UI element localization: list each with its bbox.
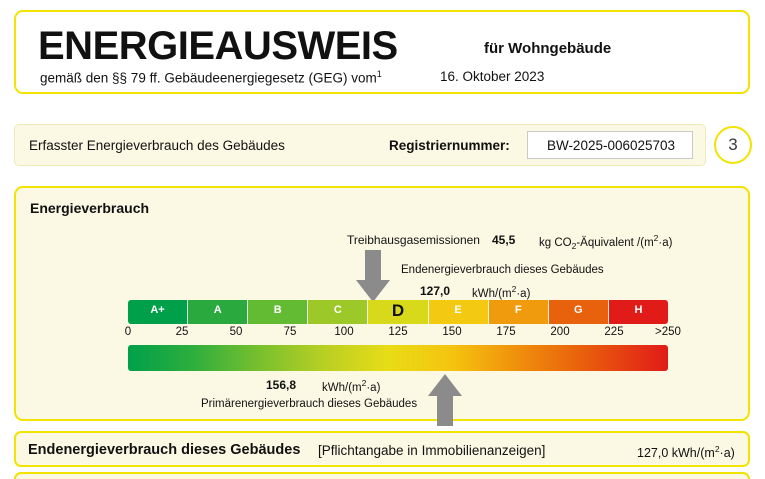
mandatory-disclosure-note: [Pflichtangabe in Immobilienanzeigen] <box>318 443 546 458</box>
end-energy-unit <box>472 284 530 300</box>
energy-class-label: H <box>634 304 643 316</box>
energy-gradient-bar <box>128 345 668 371</box>
scale-tick: 25 <box>175 326 189 338</box>
registration-number-field <box>527 131 693 159</box>
primary-energy-label: Primärenergieverbrauch dieses Gebäudes <box>201 398 418 410</box>
energy-consumption-panel <box>14 186 750 421</box>
energy-class-band <box>128 300 668 324</box>
mandatory-disclosure-unit-sup: 2 <box>714 444 720 454</box>
registration-subject-label: Erfasster Energieverbrauch des Gebäudes <box>29 138 285 153</box>
energy-class-segment-b <box>248 300 308 324</box>
scale-tick: 50 <box>229 326 243 338</box>
energy-class-segment-e <box>429 300 489 324</box>
end-energy-label: Endenergieverbrauch dieses Gebäudes <box>401 264 604 276</box>
energy-class-segment-g <box>549 300 609 324</box>
ghg-unit-sup: 2 <box>653 233 659 243</box>
title-box <box>14 10 750 94</box>
energy-class-label: A <box>213 304 222 316</box>
next-section-strip <box>14 472 750 479</box>
registration-bar <box>14 124 706 166</box>
scale-tick: 225 <box>604 326 624 338</box>
scale-tick: 75 <box>283 326 297 338</box>
primary-energy-unit-tail: ·a) <box>366 381 381 394</box>
scale-tick: 0 <box>124 326 132 338</box>
page-number-badge <box>714 126 752 164</box>
energy-class-segment-h <box>609 300 668 324</box>
page-title: ENERGIEAUSWEIS <box>38 24 398 68</box>
energy-class-label: A+ <box>150 304 165 316</box>
end-energy-pointer-arrow <box>356 250 390 302</box>
scale-tick: >250 <box>655 326 681 338</box>
ghg-unit-suffix: -Äquivalent /(m <box>576 236 654 249</box>
legal-reference-text: gemäß den §§ 79 ff. Gebäudeenergiegesetz (GEG) vom <box>40 70 377 86</box>
ghg-unit-tail: ·a) <box>658 236 673 249</box>
ghg-unit-sub: 2 <box>571 241 577 252</box>
mandatory-disclosure-unit-tail: ·a) <box>719 446 735 461</box>
page-number-value: 3 <box>728 135 738 154</box>
end-energy-unit-prefix: kWh/(m <box>472 287 512 300</box>
primary-energy-unit-prefix: kWh/(m <box>322 381 362 394</box>
title-subtitle: für Wohngebäude <box>484 40 612 57</box>
scale-tick: 200 <box>550 326 570 338</box>
primary-energy-value: 156,8 <box>266 378 297 392</box>
primary-energy-pointer-arrow <box>428 374 462 426</box>
mandatory-disclosure-bar <box>14 431 750 467</box>
panel-heading: Energieverbrauch <box>30 200 150 216</box>
energy-class-label: G <box>574 304 583 316</box>
ghg-label: Treibhausgasemissionen <box>347 233 480 247</box>
legal-footnote-marker: 1 <box>376 69 382 79</box>
primary-energy-unit-sup: 2 <box>361 378 367 388</box>
energy-class-label: E <box>454 304 462 316</box>
end-energy-unit-tail: ·a) <box>516 287 531 300</box>
scale-tick: 175 <box>496 326 516 338</box>
mandatory-disclosure-value <box>637 444 735 460</box>
ghg-unit-prefix: kg CO <box>539 236 572 249</box>
energy-class-label: F <box>514 304 522 316</box>
registration-number-value: BW-2025-006025703 <box>546 138 676 153</box>
energy-class-segment-c <box>308 300 368 324</box>
end-energy-value: 127,0 <box>420 284 451 298</box>
end-energy-unit-sup: 2 <box>511 284 517 294</box>
registration-number-label: Registriernummer: <box>389 138 510 153</box>
scale-tick-row <box>124 326 688 342</box>
energy-class-label: D <box>391 301 405 320</box>
ghg-unit <box>539 233 672 251</box>
scale-tick: 125 <box>388 326 408 338</box>
mandatory-disclosure-number: 127,0 kWh/(m <box>637 446 715 461</box>
ghg-value: 45,5 <box>492 233 516 247</box>
energy-class-segment-f <box>489 300 549 324</box>
scale-tick: 100 <box>334 326 354 338</box>
energy-class-label: B <box>273 304 282 316</box>
legal-reference <box>40 69 382 86</box>
energy-class-segment-d <box>368 300 428 324</box>
primary-energy-unit <box>322 378 380 394</box>
energy-class-label: C <box>333 304 342 316</box>
legal-date: 16. Oktober 2023 <box>440 69 545 84</box>
scale-tick: 150 <box>442 326 462 338</box>
mandatory-disclosure-label: Endenergieverbrauch dieses Gebäudes <box>28 442 301 458</box>
energy-class-segment-aplus <box>128 300 188 324</box>
energy-class-segment-a <box>188 300 248 324</box>
